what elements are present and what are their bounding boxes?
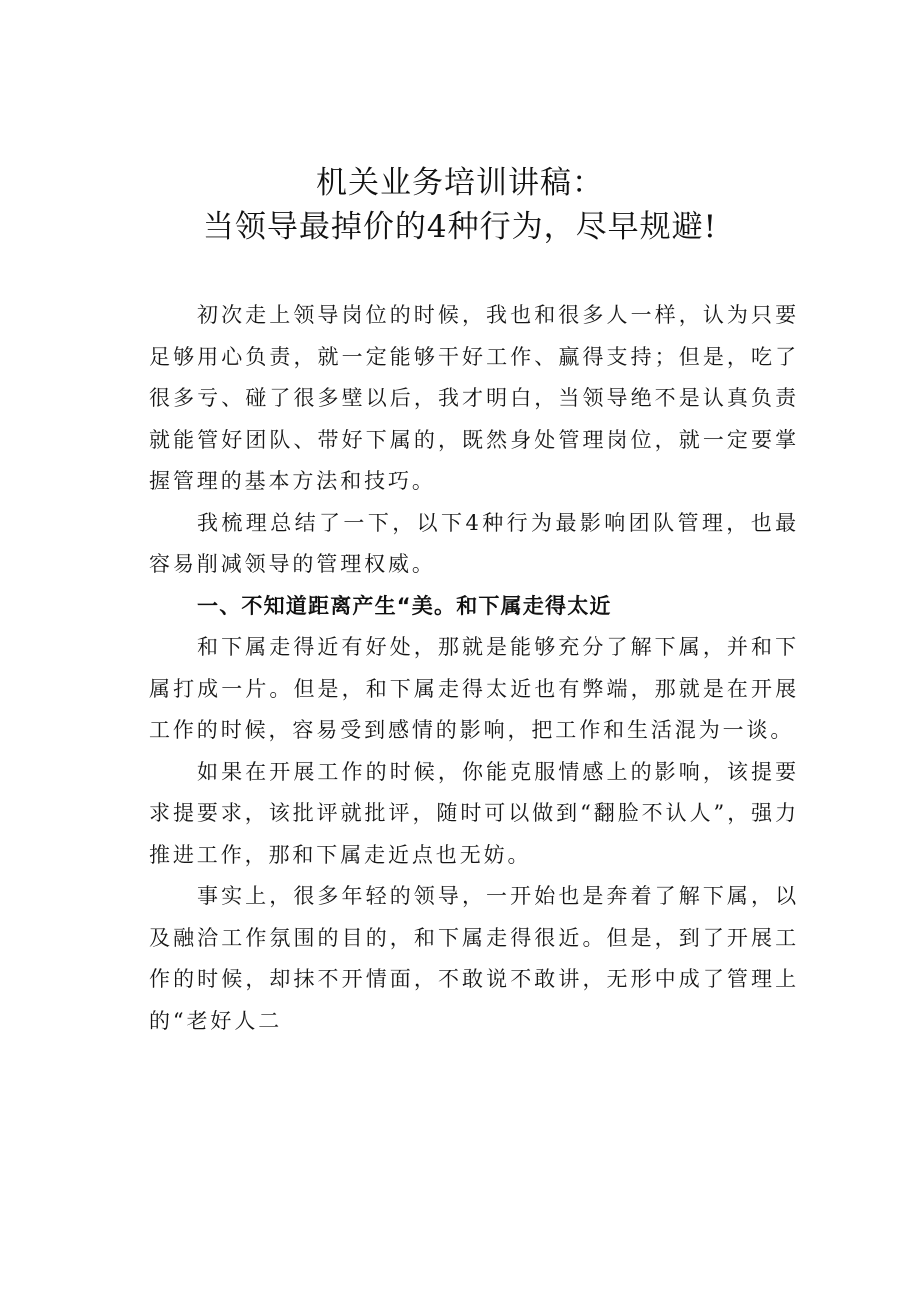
document-body bbox=[149, 295, 799, 1042]
section-paragraph-3: 事实上，很多年轻的领导，一开始也是奔着了解下属，以及融洽工作氛围的目的，和下属走得很近。但是，到了开展工作的时候，却抹不开情面，不敢说不敢讲，无形中成了管理上的“老好人二 bbox=[149, 884, 799, 1033]
intro-paragraph-1: 初次走上领导岗位的时候，我也和很多人一样，认为只要足够用心负责，就一定能够干好工作、赢得支持；但是，吃了很多亏、碰了很多壁以后，我才明白，当领导绝不是认真负责就能管好团队、带好下属的，既然身处管理岗位，就一定要掌握管理的基本方法和技巧。 bbox=[149, 303, 799, 493]
document-title-line-2: 当领导最掉价的4种行为，尽早规避! bbox=[202, 209, 718, 245]
document-title-line-1: 机关业务培训讲稿： bbox=[316, 165, 604, 201]
section-paragraph-1: 和下属走得近有好处，那就是能够充分了解下属，并和下属打成一片。但是，和下属走得太近也有弊端，那就是在开展工作的时候，容易受到感情的影响，把工作和生活混为一谈。 bbox=[149, 635, 799, 742]
intro-paragraph-2: 我梳理总结了一下，以下4种行为最影响团队管理，也最容易削减领导的管理权威。 bbox=[149, 510, 799, 576]
section-paragraph-2: 如果在开展工作的时候，你能克服情感上的影响，该提要求提要求，该批评就批评，随时可以做到“翻脸不认人”，强力推进工作，那和下属走近点也无妨。 bbox=[149, 759, 799, 867]
section-heading-1: 一、不知道距离产生“美。和下属走得太近 bbox=[197, 593, 612, 618]
